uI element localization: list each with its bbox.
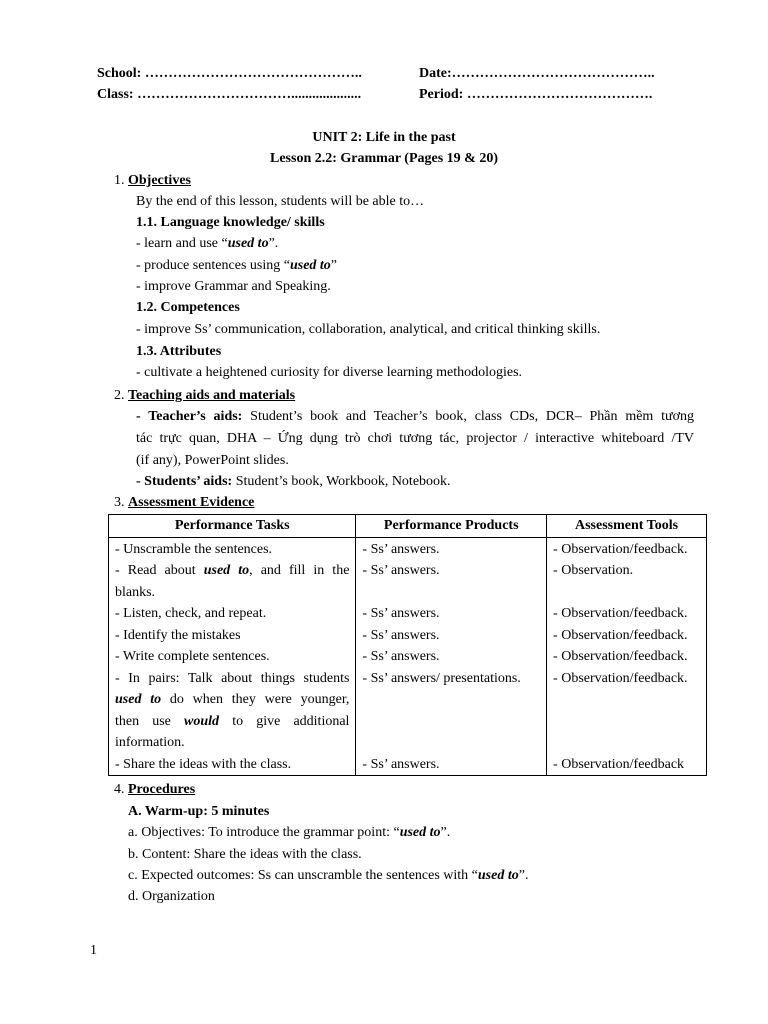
school-value: ……………………………………….. (144, 66, 362, 81)
text-run: ”. (268, 236, 279, 251)
date-label: Date: (419, 66, 452, 81)
task-item (115, 560, 349, 582)
tool-item: - Observation/feedback. (553, 649, 688, 664)
text-run: a. Objectives: To introduce the grammar point: “ (128, 825, 400, 840)
text-run: ”. (440, 825, 451, 840)
students-aids-text: Student’s book, Workbook, Notebook. (235, 474, 451, 489)
emphasis-used-to: used to (227, 236, 269, 251)
task-item-continuation: information. (115, 735, 185, 750)
text-run: ”. (518, 868, 529, 883)
text-run: do when they were younger, (169, 692, 350, 707)
page-number: 1 (90, 943, 97, 958)
emphasis-used-to: used to (203, 563, 250, 578)
task-item-continuation (115, 689, 349, 711)
emphasis-used-to: used to (477, 868, 519, 883)
task-item: - In pairs: Talk about things students (115, 670, 350, 686)
class-value: …………………………….................... (137, 87, 362, 102)
unit-title: UNIT 2: Life in the past (312, 130, 456, 145)
column-header-products: Performance Products (356, 515, 547, 538)
column-header-tasks: Performance Tasks (109, 515, 356, 538)
procedures-number: 4. (114, 782, 125, 797)
spacer (553, 582, 700, 604)
products-cell (356, 537, 547, 776)
school-line (97, 64, 362, 84)
procedures-heading (114, 780, 195, 800)
emphasis-used-to: used to (289, 258, 331, 273)
emphasis-would: would (184, 713, 220, 729)
students-aids-line (136, 472, 451, 492)
task-item-continuation (115, 711, 349, 733)
period-line (419, 85, 652, 105)
assessment-table (108, 514, 707, 776)
objective-produce-sentences (136, 256, 337, 276)
tool-item: - Observation/feedback. (553, 627, 688, 643)
date-value: …………………………………….. (451, 66, 655, 81)
spacer (553, 711, 700, 733)
objective-improve-grammar: - improve Grammar and Speaking. (136, 279, 331, 294)
warmup-objectives (128, 823, 450, 843)
objectives-title: Objectives (128, 173, 191, 188)
teacher-aids-line3: (if any), PowerPoint slides. (136, 453, 289, 468)
table-row (109, 537, 707, 776)
date-line (419, 64, 655, 84)
tool-item: - Observation. (553, 563, 634, 578)
task-item-continuation: blanks. (115, 584, 156, 600)
spacer (553, 689, 700, 711)
period-label: Period: (419, 87, 464, 102)
spacer (362, 582, 540, 604)
spacer (553, 732, 700, 754)
product-item: - Ss’ answers/ presentations. (362, 670, 521, 686)
product-item: - Ss’ answers. (362, 541, 440, 557)
text-run: then use (115, 713, 171, 729)
tool-item: - Observation/feedback (553, 756, 685, 772)
assessment-number: 3. (114, 495, 125, 510)
text-run: ” (330, 258, 338, 273)
spacer (362, 711, 540, 733)
objectives-intro: By the end of this lesson, students will be able to… (136, 194, 425, 209)
text-run: - produce sentences using “ (136, 258, 290, 273)
task-item: - Write complete sentences. (115, 649, 270, 664)
text-run: to give additional (232, 713, 350, 729)
teaching-aids-number: 2. (114, 388, 125, 403)
text-run: c. Expected outcomes: Ss can unscramble the sentences with “ (128, 868, 478, 883)
language-knowledge-heading: 1.1. Language knowledge/ skills (136, 215, 325, 230)
teacher-aids-line1 (136, 407, 694, 427)
objective-learn-used-to (136, 234, 278, 254)
warmup-organization: d. Organization (128, 889, 215, 904)
spacer (362, 732, 540, 754)
product-item: - Ss’ answers. (362, 606, 440, 621)
objectives-number: 1. (114, 173, 125, 188)
attributes-text: - cultivate a heightened curiosity for diverse learning methodologies. (136, 365, 523, 380)
emphasis-used-to: used to (115, 692, 162, 707)
tasks-cell (109, 537, 356, 776)
teaching-aids-heading (114, 386, 295, 406)
assessment-title: Assessment Evidence (128, 495, 255, 510)
product-item: - Ss’ answers. (362, 649, 440, 664)
tool-item: - Observation/feedback. (553, 670, 688, 686)
teaching-aids-title: Teaching aids and materials (128, 388, 296, 403)
text-run: , and fill in the (249, 563, 350, 578)
product-item: - Ss’ answers. (362, 756, 440, 772)
school-label: School: (97, 66, 142, 81)
teacher-aids-row (136, 407, 694, 427)
tools-cell (547, 537, 707, 776)
warmup-outcomes (128, 866, 528, 886)
column-header-tools: Assessment Tools (547, 515, 707, 538)
text-run: - Read about (115, 563, 196, 578)
lesson-title: Lesson 2.2: Grammar (Pages 19 & 20) (270, 151, 498, 166)
teacher-aids-label: - Teacher’s aids: (136, 409, 243, 424)
tool-item: - Observation/feedback. (553, 541, 688, 557)
warmup-heading: A. Warm-up: 5 minutes (128, 804, 270, 819)
attributes-heading: 1.3. Attributes (136, 344, 222, 359)
warmup-content: b. Content: Share the ideas with the class. (128, 847, 362, 862)
procedures-title: Procedures (128, 782, 196, 797)
competences-heading: 1.2. Competences (136, 300, 240, 315)
task-item: - Share the ideas with the class. (115, 756, 292, 772)
teacher-aids-text2: tác trực quan, DHA – Ứng dụng trò chơi tương tác, projector / interactive whiteboard /TV (136, 431, 694, 446)
task-item: - Identify the mistakes (115, 627, 241, 643)
competences-text: - improve Ss’ communication, collaboration, analytical, and critical thinking skills. (136, 322, 601, 337)
emphasis-used-to: used to (399, 825, 441, 840)
period-value: …………………………………. (466, 87, 653, 102)
assessment-heading (114, 493, 254, 513)
product-item: - Ss’ answers. (362, 563, 440, 578)
product-item: - Ss’ answers. (362, 627, 440, 643)
class-line (97, 85, 361, 105)
students-aids-label: - Students’ aids: (136, 474, 233, 489)
table-header-row (109, 515, 707, 538)
task-item: - Unscramble the sentences. (115, 541, 273, 557)
objectives-heading (114, 171, 191, 191)
task-item: - Listen, check, and repeat. (115, 606, 267, 621)
teacher-aids-text1: Student’s book and Teacher’s book, class CDs, DCR– Phần mềm tương (250, 409, 694, 424)
teacher-aids-line2 (136, 429, 694, 449)
class-label: Class: (97, 87, 134, 102)
tool-item: - Observation/feedback. (553, 606, 688, 621)
spacer (362, 689, 540, 711)
text-run: - learn and use “ (136, 236, 228, 251)
